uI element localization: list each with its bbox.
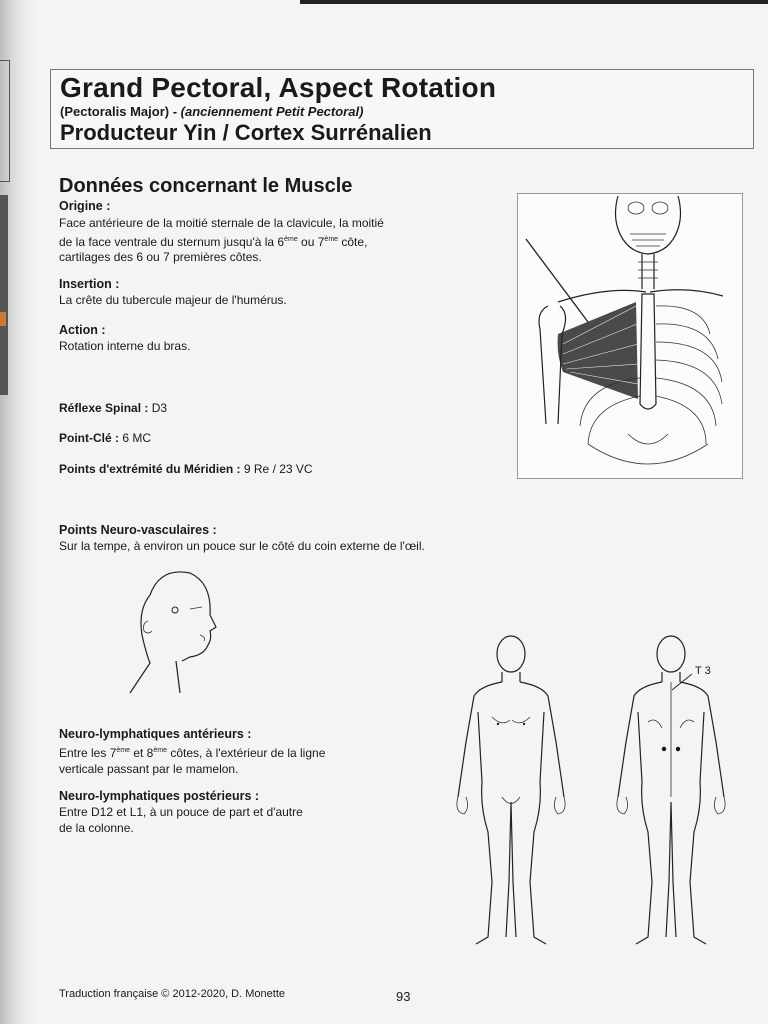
title-box — [50, 69, 754, 149]
spine-tab-dark — [0, 195, 8, 395]
neuro-lymph-post-text — [59, 805, 459, 836]
former-name: (anciennement Petit Pectoral) — [180, 104, 364, 119]
neuro-lymph-posterior-point — [662, 747, 666, 751]
spine-tab-marker — [0, 312, 6, 326]
origine-label: Origine : — [59, 199, 111, 213]
reflexe-spinal-label: Réflexe Spinal : — [59, 401, 149, 415]
skeleton-pectoral-drawing — [518, 194, 742, 478]
origine-text — [59, 216, 459, 266]
action-label: Action : — [59, 323, 106, 337]
t3-label: T 3 — [695, 665, 711, 677]
superscript: ème — [284, 235, 298, 243]
top-edge-shadow — [300, 0, 768, 4]
point-cle-value: 6 MC — [119, 431, 152, 445]
page-title: Grand Pectoral, Aspect Rotation — [60, 72, 497, 103]
neuro-lymph-ant-text — [59, 743, 459, 777]
pectoral-muscle-illustration — [517, 193, 743, 479]
point-cle — [59, 431, 459, 447]
latin-subtitle — [60, 104, 363, 119]
points-extremite-value: 9 Re / 23 VC — [240, 462, 313, 476]
origine-line-3: cartilages des 6 ou 7 premières côtes. — [59, 250, 262, 264]
section-heading: Données concernant le Muscle — [59, 175, 353, 197]
point-cle-label: Point-Clé : — [59, 431, 119, 445]
origine-line-2-start: de la face ventrale du sternum jusqu'à la 6 — [59, 234, 285, 249]
neuro-vascular-point — [172, 607, 178, 613]
neuro-lymph-post-line-1: Entre D12 et L1, à un pouce de part et d'autre — [59, 805, 303, 819]
superscript: ème — [116, 747, 130, 754]
superscript: ème — [324, 235, 339, 243]
latin-name: (Pectoralis Major) - — [60, 104, 181, 119]
spine-tab — [0, 60, 10, 182]
points-extremite-label: Points d'extrémité du Méridien : — [59, 462, 241, 476]
nla-line-1-mid: et 8 — [130, 746, 154, 760]
nla-line-1-start: Entre les 7 — [59, 746, 117, 760]
body-front-figure — [452, 632, 570, 950]
body-back-figure — [612, 632, 730, 950]
nla-line-1-end: côtes, à l'extérieur de la ligne — [166, 746, 326, 760]
reflexe-spinal — [59, 401, 459, 417]
origine-line-2 — [59, 232, 459, 251]
superscript: ème — [153, 747, 167, 754]
page-number: 93 — [396, 989, 411, 1004]
footer-copyright: Traduction française © 2012-2020, D. Monette — [59, 988, 285, 1000]
reflexe-spinal-value: D3 — [148, 401, 168, 415]
action-text: Rotation interne du bras. — [59, 339, 191, 353]
head-profile-illustration — [120, 565, 220, 695]
insertion-text: La crête du tubercule majeur de l'humérus. — [59, 293, 287, 307]
neuro-lymph-post-line-2: de la colonne. — [59, 820, 134, 835]
insertion-label: Insertion : — [59, 277, 120, 291]
origine-line-2-end: côte, — [338, 234, 368, 249]
points-extremite — [59, 462, 459, 478]
origine-line-2-mid: ou 7 — [297, 234, 325, 249]
neuro-vasculaires-label: Points Neuro-vasculaires : — [59, 523, 217, 537]
neuro-vasculaires-text: Sur la tempe, à environ un pouce sur le côté du coin externe de l'œil. — [59, 539, 425, 553]
neuro-lymph-post-label: Neuro-lymphatiques postérieurs : — [59, 789, 260, 803]
neuro-lymph-ant-line-2: verticale passant par le mamelon. — [59, 761, 239, 776]
secondary-title: Producteur Yin / Cortex Surrénalien — [60, 120, 432, 145]
origine-line-1: Face antérieure de la moitié sternale de la clavicule, la moitié — [59, 216, 384, 230]
neuro-lymph-ant-line-1 — [59, 743, 459, 762]
neuro-lymph-posterior-point — [676, 747, 680, 751]
neuro-lymph-ant-label: Neuro-lymphatiques antérieurs : — [59, 727, 252, 741]
